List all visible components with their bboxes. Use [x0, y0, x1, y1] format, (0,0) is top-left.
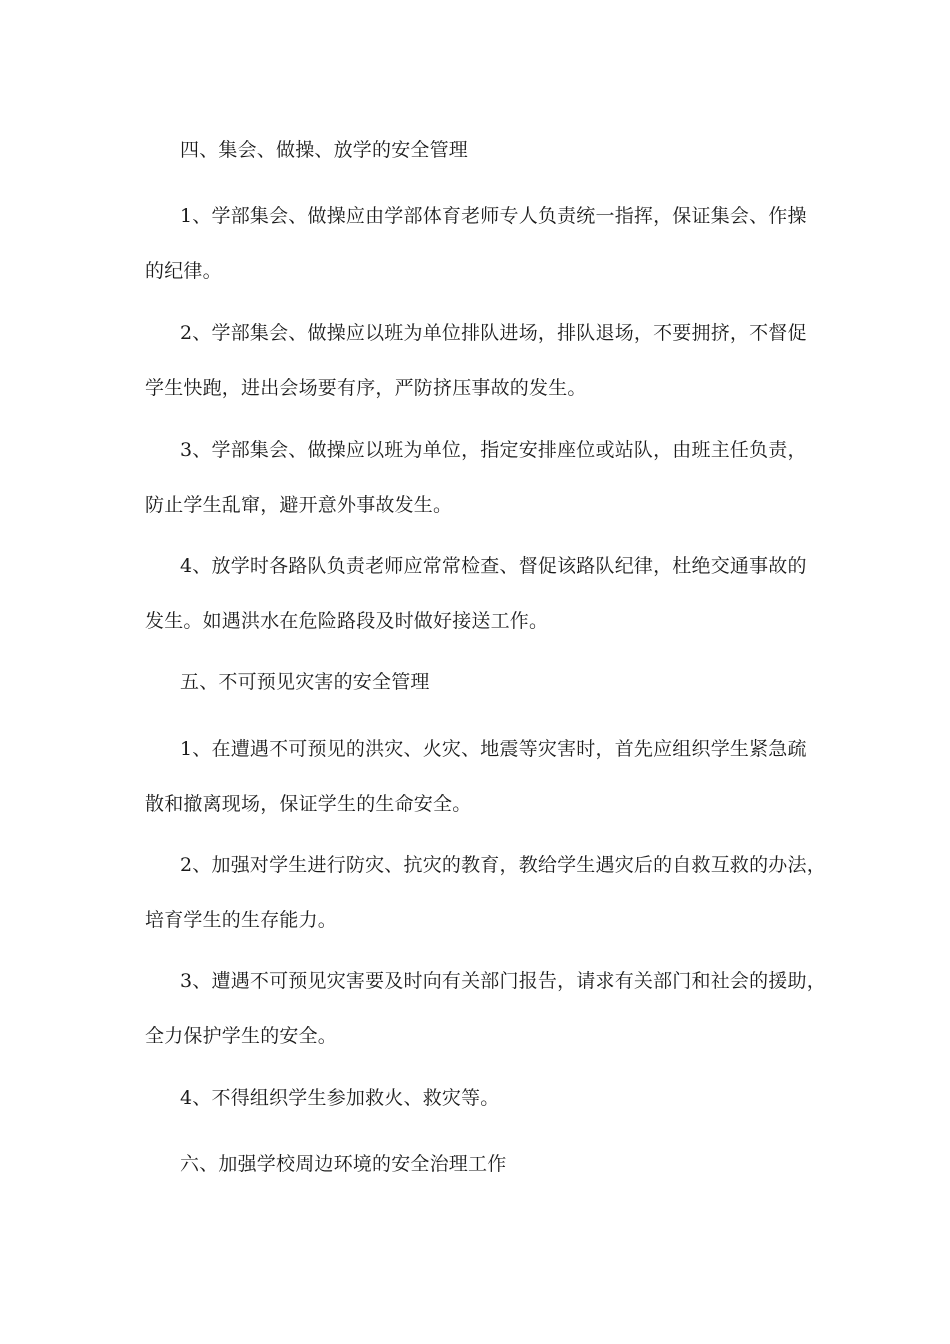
paragraph-4-3 [145, 423, 810, 533]
paragraph-4-1 [145, 189, 810, 299]
heading-text: 四、集会、做操、放学的安全管理 [180, 139, 469, 161]
paragraph-line: 3、学部集会、做操应以班为单位，指定安排座位或站队，由班主任负责， [180, 439, 807, 461]
paragraph-line: 全力保护学生的安全。 [145, 1025, 338, 1047]
paragraph-line: 4、放学时各路队负责老师应常常检查、督促该路队纪律，杜绝交通事故的 [180, 555, 807, 577]
paragraph-line: 1、学部集会、做操应由学部体育老师专人负责统一指挥，保证集会、作操 [180, 205, 807, 227]
paragraph-line: 4、不得组织学生参加救火、救灾等。 [180, 1087, 500, 1109]
paragraph-line: 发生。如遇洪水在危险路段及时做好接送工作。 [145, 610, 549, 632]
paragraph-line: 3、遭遇不可预见灾害要及时向有关部门报告，请求有关部门和社会的援助， [180, 970, 826, 992]
section-heading-4 [145, 123, 810, 178]
heading-text: 六、加强学校周边环境的安全治理工作 [180, 1153, 507, 1175]
paragraph-5-2 [145, 838, 826, 948]
paragraph-4-2 [145, 306, 810, 416]
paragraph-line: 散和撤离现场，保证学生的生命安全。 [145, 793, 472, 815]
paragraph-line: 防止学生乱窜，避开意外事故发生。 [145, 494, 453, 516]
section-heading-6 [145, 1137, 810, 1192]
heading-text: 五、不可预见灾害的安全管理 [180, 671, 430, 693]
paragraph-line: 培育学生的生存能力。 [145, 909, 338, 931]
paragraph-5-3 [145, 954, 826, 1064]
paragraph-line: 的纪律。 [145, 260, 222, 282]
paragraph-line: 2、加强对学生进行防灾、抗灾的教育，教给学生遇灾后的自救互救的办法， [180, 854, 826, 876]
paragraph-line: 1、在遭遇不可预见的洪灾、火灾、地震等灾害时，首先应组织学生紧急疏 [180, 738, 807, 760]
paragraph-4-4 [145, 539, 810, 649]
paragraph-line: 2、学部集会、做操应以班为单位排队进场，排队退场，不要拥挤，不督促 [180, 322, 807, 344]
paragraph-5-4 [145, 1071, 810, 1126]
section-heading-5 [145, 655, 810, 710]
paragraph-line: 学生快跑，进出会场要有序，严防挤压事故的发生。 [145, 377, 587, 399]
paragraph-5-1 [145, 722, 810, 832]
